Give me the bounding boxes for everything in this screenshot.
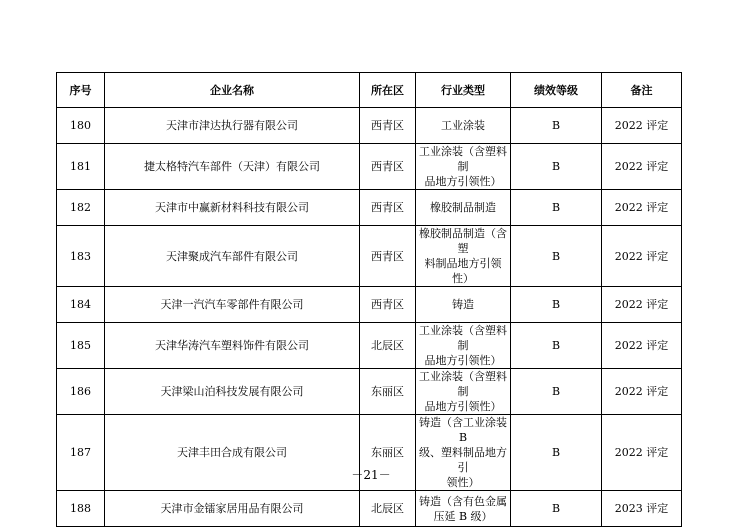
enterprise-table <box>56 72 682 527</box>
table-row <box>57 323 682 369</box>
cell-company-name: 天津市中赢新材料科技有限公司 <box>105 190 360 226</box>
table-row <box>57 369 682 415</box>
cell-seq: 181 <box>57 144 105 190</box>
cell-performance-grade: B <box>511 226 602 287</box>
industry-line: 橡胶制品制造（含塑 <box>419 227 507 255</box>
cell-performance-grade: B <box>511 415 602 491</box>
cell-seq: 180 <box>57 108 105 144</box>
cell-note: 2022 评定 <box>602 369 682 415</box>
cell-company-name: 天津一汽汽车零部件有限公司 <box>105 287 360 323</box>
industry-line: 压延 B 级） <box>433 509 493 523</box>
page-number: －21－ <box>351 468 391 482</box>
cell-company-name: 天津聚成汽车部件有限公司 <box>105 226 360 287</box>
cell-district: 北辰区 <box>360 491 416 527</box>
cell-company-name: 天津梁山泊科技发展有限公司 <box>105 369 360 415</box>
cell-performance-grade: B <box>511 323 602 369</box>
industry-line: 工业涂装（含塑料制 <box>419 145 507 173</box>
cell-district: 东丽区 <box>360 415 416 491</box>
cell-note: 2022 评定 <box>602 415 682 491</box>
header-company-name: 企业名称 <box>105 73 360 108</box>
header-note: 备注 <box>602 73 682 108</box>
cell-industry-type <box>416 190 511 226</box>
cell-performance-grade: B <box>511 108 602 144</box>
cell-district: 西青区 <box>360 190 416 226</box>
cell-district: 北辰区 <box>360 323 416 369</box>
cell-seq: 188 <box>57 491 105 527</box>
cell-industry-type <box>416 369 511 415</box>
cell-industry-type <box>416 323 511 369</box>
cell-seq: 187 <box>57 415 105 491</box>
header-performance-grade: 绩效等级 <box>511 73 602 108</box>
header-seq: 序号 <box>57 73 105 108</box>
cell-performance-grade: B <box>511 144 602 190</box>
industry-line: 级、塑料制品地方引 <box>419 446 507 474</box>
cell-seq: 184 <box>57 287 105 323</box>
cell-performance-grade: B <box>511 491 602 527</box>
industry-line: 铸造（含有色金属 <box>419 494 507 508</box>
cell-company-name: 天津市津达执行器有限公司 <box>105 108 360 144</box>
cell-note: 2023 评定 <box>602 491 682 527</box>
industry-line: 工业涂装（含塑料制 <box>419 324 507 352</box>
industry-line: 工业涂装（含塑料制 <box>419 370 507 398</box>
table-row <box>57 190 682 226</box>
cell-performance-grade: B <box>511 287 602 323</box>
table-header-row <box>57 73 682 108</box>
table-row <box>57 108 682 144</box>
cell-industry-type <box>416 491 511 527</box>
cell-note: 2022 评定 <box>602 323 682 369</box>
table-row <box>57 287 682 323</box>
cell-seq: 182 <box>57 190 105 226</box>
cell-district: 东丽区 <box>360 369 416 415</box>
industry-line: 铸造（含工业涂装 B <box>419 416 507 444</box>
cell-industry-type <box>416 144 511 190</box>
cell-seq: 185 <box>57 323 105 369</box>
header-district: 所在区 <box>360 73 416 108</box>
cell-industry-type <box>416 108 511 144</box>
cell-district: 西青区 <box>360 287 416 323</box>
cell-seq: 183 <box>57 226 105 287</box>
industry-line: 品地方引领性） <box>424 175 502 188</box>
cell-note: 2022 评定 <box>602 226 682 287</box>
industry-line: 料制品地方引领性） <box>424 257 502 285</box>
cell-industry-type <box>416 226 511 287</box>
cell-performance-grade: B <box>511 369 602 415</box>
industry-line: 领性） <box>446 476 480 489</box>
cell-performance-grade: B <box>511 190 602 226</box>
cell-note: 2022 评定 <box>602 190 682 226</box>
cell-company-name: 捷太格特汽车部件（天津）有限公司 <box>105 144 360 190</box>
cell-company-name: 天津市金镭家居用品有限公司 <box>105 491 360 527</box>
cell-industry-type <box>416 287 511 323</box>
cell-note: 2022 评定 <box>602 287 682 323</box>
table-row <box>57 226 682 287</box>
cell-company-name: 天津华涛汽车塑料饰件有限公司 <box>105 323 360 369</box>
industry-line: 铸造 <box>452 298 474 311</box>
industry-line: 橡胶制品制造 <box>430 201 496 214</box>
cell-company-name: 天津丰田合成有限公司 <box>105 415 360 491</box>
cell-district: 西青区 <box>360 226 416 287</box>
cell-note: 2022 评定 <box>602 144 682 190</box>
table-row <box>57 144 682 190</box>
cell-note: 2022 评定 <box>602 108 682 144</box>
table-row <box>57 491 682 527</box>
industry-line: 品地方引领性） <box>424 354 502 367</box>
industry-line: 品地方引领性） <box>424 400 502 413</box>
header-industry-type: 行业类型 <box>416 73 511 108</box>
cell-seq: 186 <box>57 369 105 415</box>
cell-district: 西青区 <box>360 144 416 190</box>
industry-line: 工业涂装 <box>441 119 485 132</box>
cell-district: 西青区 <box>360 108 416 144</box>
